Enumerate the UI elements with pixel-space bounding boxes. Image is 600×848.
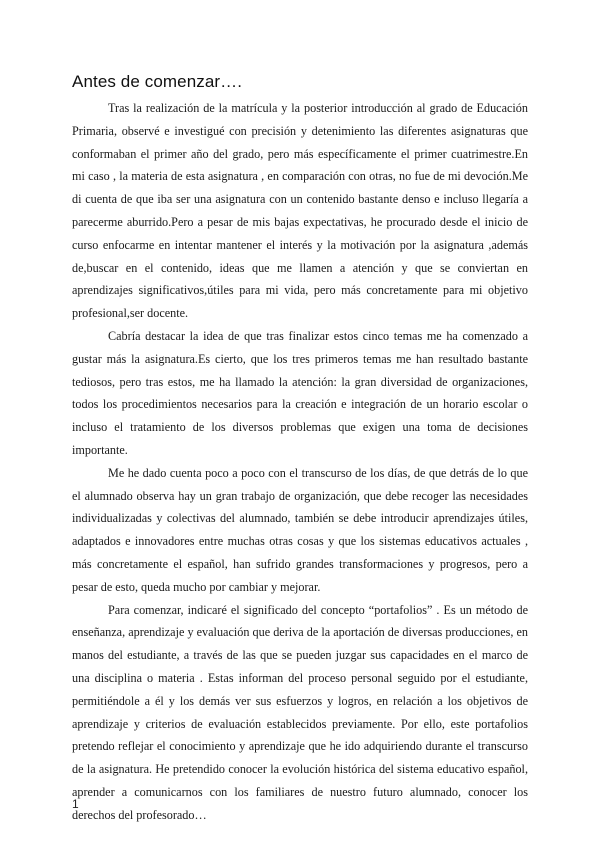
page-number: 1 — [72, 797, 79, 811]
paragraph: Cabría destacar la idea de que tras finalizar estos cinco temas me ha comenzado a gustar más la asignatura.Es cierto, que los tres primeros temas me han resultado bastante tediosos, pero tras estos, me ha llamado la atención: la gran diversidad de organizaciones, todos los procedimientos necesarios para la creación e integración de un horario escolar o incluso el tratamiento de los diversos problemas que exigen una toma de decisiones importante. — [72, 328, 528, 457]
document-body — [72, 97, 528, 827]
paragraph: Para comenzar, indicaré el significado del concepto “portafolios” . Es un método de enseñanza, aprendizaje y evaluación que deriva de la aportación de diversas producciones, en manos del estudiante, a través de las que se pueden juzgar sus capacidades en el marco de una disciplina o materia . Estas informan del proceso personal seguido por el estudiante, permitiéndole a él y los demás ver sus esfuerzos y logros, en relación a los objetivos de aprendizaje y criterios de evaluación establecidos previamente. Por ello, este portafolios pretendo reflejar el conocimiento y aprendizaje que he ido adquiriendo durante el transcurso de la asignatura. He pretendido conocer la evolución histórica del sistema educativo español, aprender a comunicarnos con los familiares de nuestro futuro alumnado, conocer los derechos del profesorado… — [72, 602, 528, 822]
paragraph: Me he dado cuenta poco a poco con el transcurso de los días, de que detrás de lo que el alumnado observa hay un gran trabajo de organización, que debe recoger las necesidades individualizadas y colectivas del alumnado, también se debe introducir aprendizajes útiles, adaptados e innovadores entre muchas otras cosas y que los sistemas educativos actuales , más concretamente el español, han sufrido grandes transformaciones y progresos, pero a pesar de esto, queda mucho por cambiar y mejorar. — [72, 465, 528, 594]
page-title: Antes de comenzar…. — [72, 72, 243, 91]
paragraph: Tras la realización de la matrícula y la posterior introducción al grado de Educación Primaria, observé e investigué con precisión y detenimiento las diferentes asignaturas que conformaban el primer año del grado, pero más específicamente el primer cuatrimestre.En mi caso , la materia de esta asignatura , en comparación con otras, no fue de mi devoción.Me di cuenta de que iba ser una asignatura con un contenido bastante denso e incluso llegaría a parecerme aburrido.Pero a pesar de mis bajas expectativas, he procurado desde el inicio de curso enfocarme en intentar mantener el interés y la motivación por la asignatura ,además de,buscar en el contenido, ideas que me llamen a atención y que se conviertan en aprendizajes significativos,útiles para mi vida, pero más concretamente para mi objetivo profesional,ser docente. — [72, 101, 528, 321]
